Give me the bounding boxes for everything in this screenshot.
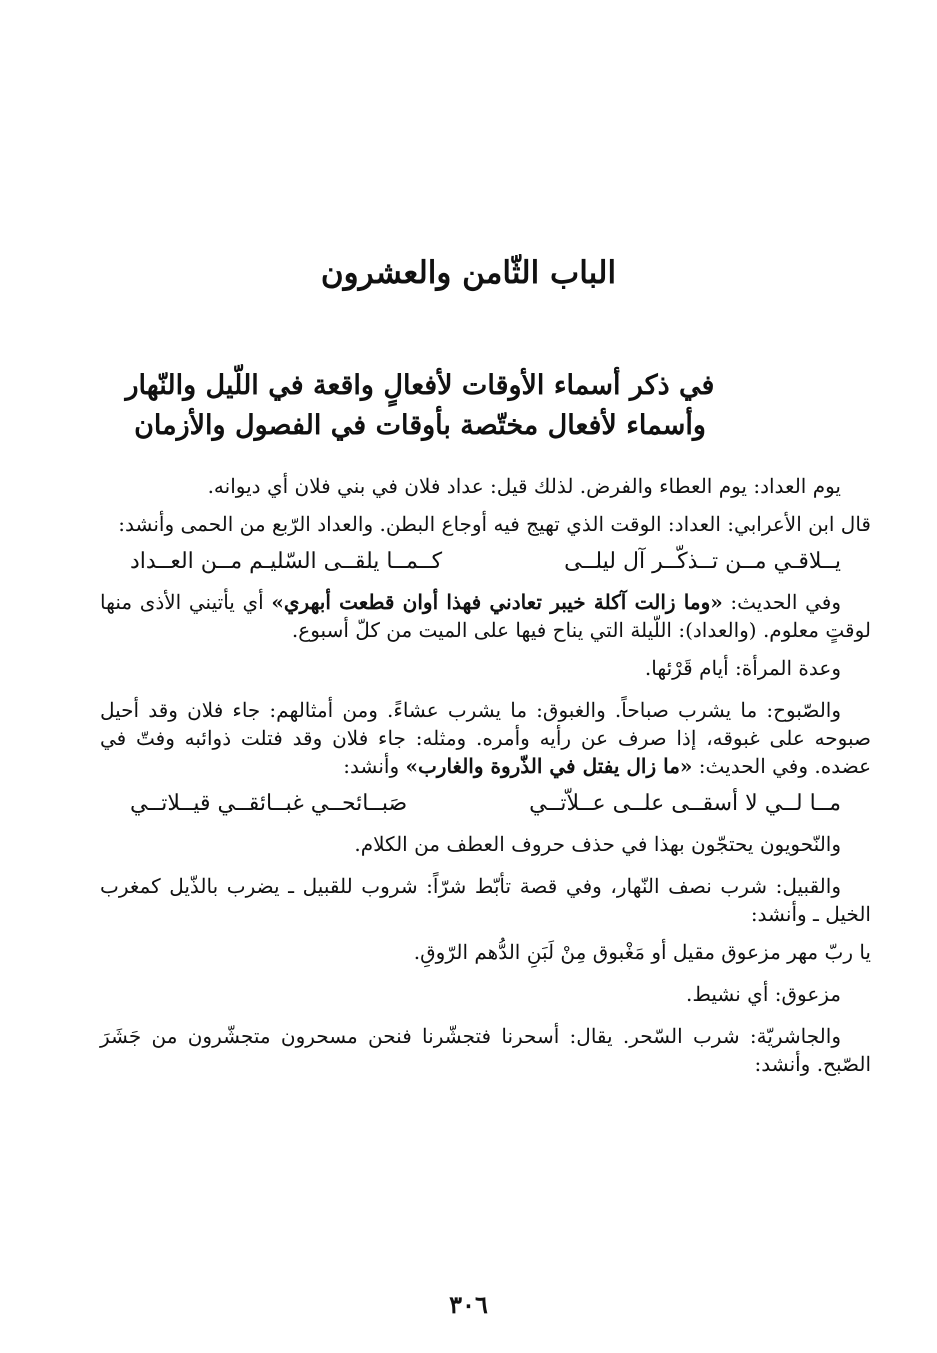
paragraph-1: يوم العداد: يوم العطاء والفرض. لذلك قيل: عداد فلان في بني فلان أي ديوانه.: [207, 474, 841, 498]
verse-2-first-hemistich: مــا لــي لا أسقــى علــى عــلاّتــي: [529, 791, 841, 816]
paragraph-4: وعدة المرأة: أيام قَرْئها.: [644, 656, 841, 680]
heading-line-2: وأسماء لأفعال مختّصة بأوقات في الفصول والأزمان: [134, 410, 706, 441]
paragraph-5-start: والصّبوح: ما يشرب صباحاً. والغبوق: ما يشرب عشاءً. ومن أمثالهم: جاء فلان وقد أحيل صبوحه على غبوقه، إذا صرف عن رأيه وأمره. ومثله: جاء فلان وقد فتلت ذوائبه وفتّ في عضده. وفي الحديث:: [100, 698, 872, 778]
paragraph-3-end: أي يأتيني الأذى منها لوقتٍ معلوم. (والعداد): اللّيلة التي يناح فيها على الميت من كلّ أسبوع.: [100, 590, 871, 642]
paragraph-9: والجاشريّة: شرب السّحر. يقال: أسحرنا فتجشّرنا فنحن مسحرون متجشّرون من جَشَرَ الصّبح. وأنشد:: [100, 1024, 871, 1076]
body-text: [100, 472, 871, 1088]
hadith-quote-1: «وما زالت آكلة خيبر تعادني فهذا أوان قطعت أبهري»: [271, 590, 723, 614]
paragraph-8: مزعوق: أي نشيط.: [686, 982, 841, 1006]
paragraph-3-start: وفي الحديث:: [722, 590, 841, 614]
verse-2: [100, 790, 871, 818]
chapter-title: الباب الثّامن والعشرون: [320, 255, 617, 291]
paragraph-5: [100, 696, 871, 780]
paragraph-5-end: وأنشد:: [343, 754, 406, 778]
section-heading: [100, 366, 740, 446]
paragraph-6: والنّحويون يحتجّون بهذا في حذف حروف العطف من الكلام.: [354, 832, 841, 856]
verse-3: يا ربّ مهر مزعوق مقيل أو مَغْبوق مِنْ لَبَنِ الدُّهم الرّوقِ.: [413, 940, 871, 964]
verse-2-second-hemistich: صَبــائحــي غبــائقــي قيــلاتــي: [130, 791, 408, 816]
page-number: ٣٠٦: [449, 1290, 488, 1319]
verse-1: [100, 548, 871, 576]
hadith-quote-2: «ما زال يفتل في الذّروة والغارب»: [405, 754, 693, 778]
verse-1-second-hemistich: كــمــا يلقــى السّليـم مــن العــداد: [130, 549, 443, 574]
paragraph-2: قال ابن الأعرابي: العداد: الوقت الذي تهيج فيه أوجاع البطن. والعداد الرّبع من الحمى وأنشد:: [118, 512, 871, 536]
paragraph-7: والقبيل: شرب نصف النّهار، وفي قصة تأبّط شرّاً: شروب للقبيل ـ يضرب بالذّيل كمغرب الخيل ـ وأنشد:: [100, 874, 871, 926]
heading-line-1: في ذكر أسماء الأوقات لأفعالٍ واقعة في اللّيل والنّهار: [125, 370, 715, 401]
paragraph-3: [100, 588, 871, 644]
verse-1-first-hemistich: يــلاقـي مــن تــذكّــر آل ليلــى: [564, 549, 841, 574]
